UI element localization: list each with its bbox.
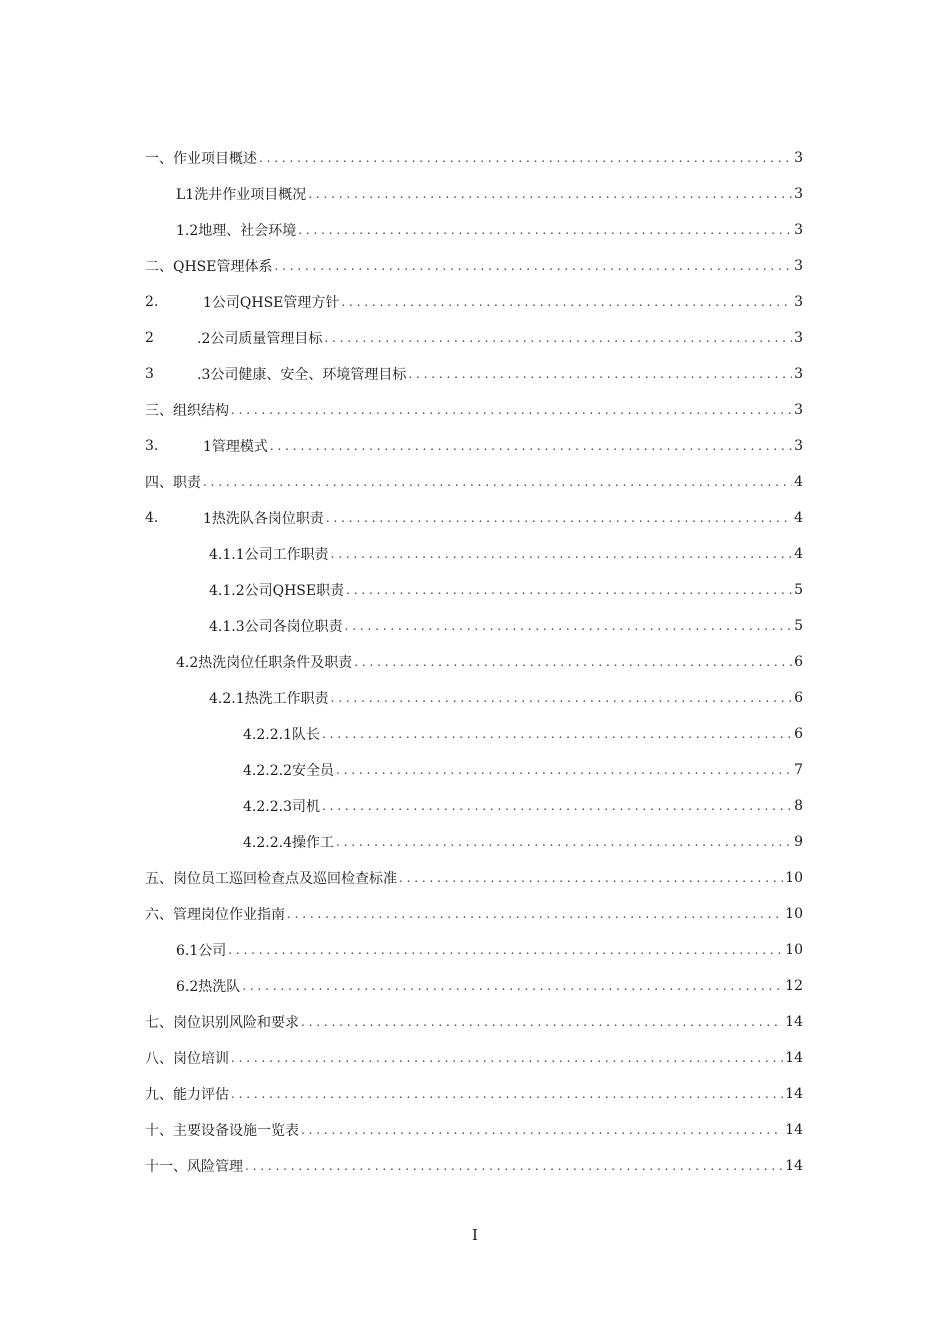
toc-entry[interactable] (209, 680, 803, 716)
toc-entry[interactable] (145, 284, 803, 320)
toc-dot-leader (408, 364, 792, 384)
toc-entry-page: 3 (794, 150, 803, 166)
toc-entry-title: 4.1.1公司工作职责 (209, 547, 329, 563)
toc-entry-page: 14 (785, 1014, 803, 1030)
toc-entry-page: 5 (794, 618, 803, 634)
toc-entry[interactable] (209, 536, 803, 572)
toc-entry-page: 14 (785, 1086, 803, 1102)
toc-entry-title: 1热洗队各岗位职责 (203, 511, 324, 527)
toc-entry-title: 五、岗位员工巡回检查点及巡回检查标准 (145, 871, 397, 887)
toc-dot-leader (228, 940, 783, 960)
toc-entry-number: 2. (145, 294, 159, 310)
toc-entry[interactable] (176, 212, 803, 248)
toc-entry-title: 6.2热洗队 (176, 979, 241, 995)
toc-dot-leader (275, 256, 793, 276)
toc-entry-title: 4.2热洗岗位任职条件及职责 (176, 655, 353, 671)
toc-dot-leader (322, 724, 792, 744)
toc-dot-leader (287, 904, 783, 924)
toc-entry-page: 6 (794, 690, 803, 706)
toc-entry[interactable] (145, 320, 803, 356)
toc-entry[interactable] (145, 248, 803, 284)
toc-dot-leader (336, 760, 792, 780)
toc-entry[interactable] (145, 464, 803, 500)
toc-entry-page: 14 (785, 1158, 803, 1174)
toc-entry-title: .3公司健康、安全、环境管理目标 (197, 367, 407, 383)
toc-entry-title: 四、职责 (145, 475, 201, 491)
toc-entry[interactable] (243, 824, 803, 860)
toc-entry-page: 3 (794, 438, 803, 454)
toc-dot-leader (326, 508, 792, 528)
toc-dot-leader (331, 688, 792, 708)
toc-entry[interactable] (145, 1004, 803, 1040)
toc-entry-page: 3 (794, 330, 803, 346)
toc-dot-leader (346, 580, 792, 600)
toc-entry-page: 5 (794, 582, 803, 598)
toc-entry[interactable] (145, 428, 803, 464)
toc-entry[interactable] (145, 356, 803, 392)
toc-entry-title: 十、主要设备设施一览表 (145, 1123, 299, 1139)
toc-entry-title: 十一、风险管理 (145, 1159, 243, 1175)
toc-entry[interactable] (176, 644, 803, 680)
toc-dot-leader (203, 472, 792, 492)
toc-dot-leader (231, 400, 792, 420)
toc-entry[interactable] (145, 140, 803, 176)
page-number-footer: I (472, 1226, 478, 1244)
toc-entry-page: 4 (794, 546, 803, 562)
toc-entry-page: 10 (785, 942, 803, 958)
toc-entry-page: 10 (785, 906, 803, 922)
toc-entry[interactable] (145, 1040, 803, 1076)
toc-dot-leader (301, 1120, 783, 1140)
toc-dot-leader (322, 796, 792, 816)
toc-entry[interactable] (145, 860, 803, 896)
toc-dot-leader (341, 292, 792, 312)
toc-dot-leader (231, 1084, 783, 1104)
toc-entry-page: 3 (794, 222, 803, 238)
toc-entry-page: 14 (785, 1122, 803, 1138)
toc-entry-title: 六、管理岗位作业指南 (145, 907, 285, 923)
toc-entry[interactable] (145, 392, 803, 428)
toc-entry-page: 3 (794, 366, 803, 382)
toc-dot-leader (245, 1156, 783, 1176)
toc-dot-leader (399, 868, 783, 888)
toc-entry[interactable] (209, 572, 803, 608)
toc-entry-page: 9 (794, 834, 803, 850)
toc-entry-number: 4. (145, 510, 159, 526)
toc-entry-title: 4.2.2.4操作工 (243, 835, 334, 851)
toc-entry-title: L1洗井作业项目概况 (176, 187, 307, 203)
toc-entry-title: 1.2地理、社会环境 (176, 223, 297, 239)
toc-entry[interactable] (145, 1148, 803, 1184)
toc-dot-leader (331, 544, 792, 564)
toc-entry-title: .2公司质量管理目标 (197, 331, 323, 347)
toc-dot-leader (345, 616, 792, 636)
toc-entry-page: 8 (794, 798, 803, 814)
toc-dot-leader (301, 1012, 783, 1032)
toc-entry-title: 1公司QHSE管理方针 (203, 295, 340, 311)
toc-entry-page: 3 (794, 402, 803, 418)
toc-entry-title: 4.1.3公司各岗位职责 (209, 619, 343, 635)
toc-entry-number: 3 (145, 366, 154, 382)
toc-entry-page: 6 (794, 654, 803, 670)
toc-entry-title: 八、岗位培训 (145, 1051, 229, 1067)
toc-entry-title: 6.1公司 (176, 943, 227, 959)
toc-entry[interactable] (243, 716, 803, 752)
toc-entry-title: 1管理模式 (203, 439, 268, 455)
toc-entry[interactable] (145, 1112, 803, 1148)
toc-dot-leader (324, 328, 792, 348)
toc-entry[interactable] (176, 932, 803, 968)
toc-entry-title: 一、作业项目概述 (145, 151, 257, 167)
toc-dot-leader (336, 832, 792, 852)
toc-entry[interactable] (176, 968, 803, 1004)
toc-entry[interactable] (176, 176, 803, 212)
toc-dot-leader (259, 148, 792, 168)
toc-entry-page: 7 (794, 762, 803, 778)
toc-entry-page: 3 (794, 258, 803, 274)
toc-entry-title: 九、能力评估 (145, 1087, 229, 1103)
toc-entry-page: 3 (794, 186, 803, 202)
toc-entry[interactable] (243, 752, 803, 788)
toc-entry-title: 4.2.2.3司机 (243, 799, 320, 815)
toc-dot-leader (270, 436, 792, 456)
toc-entry[interactable] (145, 896, 803, 932)
toc-entry-page: 4 (794, 474, 803, 490)
toc-dot-leader (298, 220, 792, 240)
toc-dot-leader (242, 976, 783, 996)
toc-entry-title: 三、组织结构 (145, 403, 229, 419)
toc-entry[interactable] (243, 788, 803, 824)
toc-entry-number: 2 (145, 330, 154, 346)
toc-entry[interactable] (209, 608, 803, 644)
toc-entry-page: 6 (794, 726, 803, 742)
toc-entry-title: 二、QHSE管理体系 (145, 259, 273, 275)
toc-entry[interactable] (145, 500, 803, 536)
toc-dot-leader (308, 184, 792, 204)
toc-entry-page: 14 (785, 1050, 803, 1066)
toc-entry-title: 4.2.1热洗工作职责 (209, 691, 329, 707)
toc-entry-title: 4.2.2.2安全员 (243, 763, 334, 779)
toc-dot-leader (231, 1048, 783, 1068)
toc-entry-title: 七、岗位识别风险和要求 (145, 1015, 299, 1031)
toc-entry-page: 10 (785, 870, 803, 886)
toc-dot-leader (354, 652, 792, 672)
toc-entry-title: 4.1.2公司QHSE职责 (209, 583, 345, 599)
toc-entry-page: 12 (785, 978, 803, 994)
toc-entry-page: 4 (794, 510, 803, 526)
toc-entry-number: 3. (145, 438, 159, 454)
toc-entry-page: 3 (794, 294, 803, 310)
toc-entry-title: 4.2.2.1队长 (243, 727, 320, 743)
toc-entry[interactable] (145, 1076, 803, 1112)
